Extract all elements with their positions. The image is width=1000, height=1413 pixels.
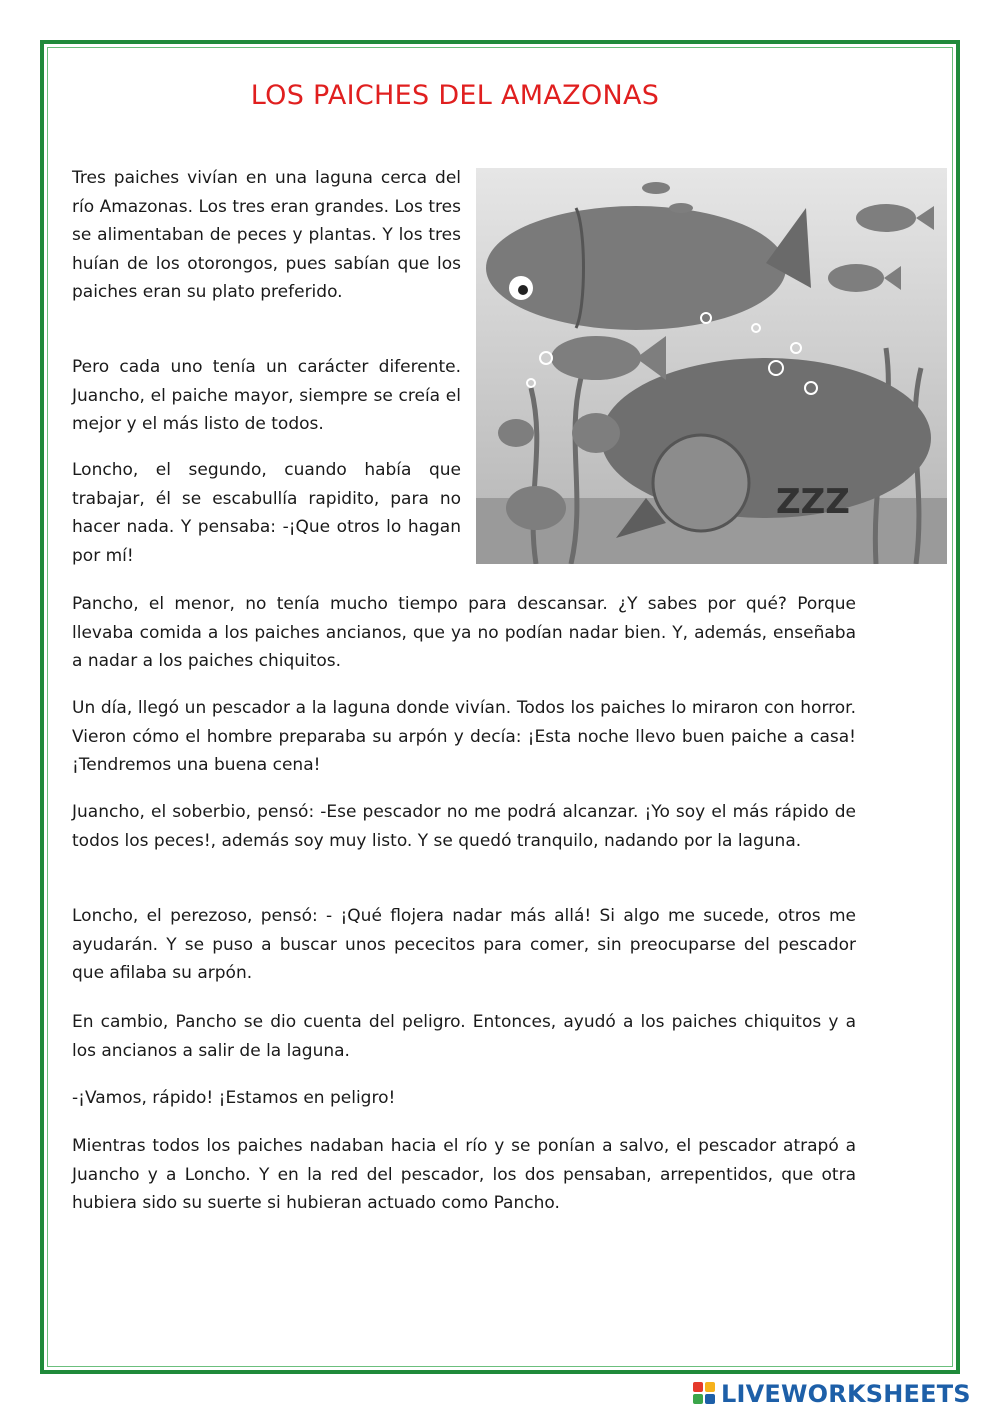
paragraph-7: Loncho, el perezoso, pensó: - ¡Qué flojera nadar más allá! Si algo me sucede, otros me ayudarán. Y se puso a buscar unos pececitos para comer, sin preocuparse del pescador que afilaba su arpón.	[72, 906, 856, 984]
paragraph-6: Juancho, el soberbio, pensó: -Ese pescador no me podrá alcanzar. ¡Yo soy el más rápido de todos los peces!, además soy muy listo. Y se quedó tranquilo, nadando por la laguna.	[72, 802, 856, 851]
fish-illustration-svg	[476, 168, 947, 564]
snore-text: ZZZ	[776, 482, 850, 522]
liveworksheets-logo[interactable]	[693, 1379, 971, 1409]
paragraph-5: Un día, llegó un pescador a la laguna donde vivían. Todos los paiches lo miraron con horror. Vieron cómo el hombre preparaba su arpón y decía: ¡Esta noche llevo buen paiche a casa! ¡Tendremos una buena cena!	[72, 698, 856, 776]
paragraph-9: -¡Vamos, rápido! ¡Estamos en peligro!	[72, 1088, 396, 1108]
paragraph-8: En cambio, Pancho se dio cuenta del peligro. Entonces, ayudó a los paiches chiquitos y a los ancianos a salir de la laguna.	[72, 1012, 856, 1061]
paragraph-4: Pancho, el menor, no tenía mucho tiempo para descansar. ¿Y sabes por qué? Porque llevaba comida a los paiches ancianos, que ya no podían nadar bien. Y, además, enseñaba a nadar a los paiches chiquitos.	[72, 594, 856, 672]
logo-text: LIVEWORKSHEETS	[721, 1380, 971, 1408]
story-title: LOS PAICHES DEL AMAZONAS	[250, 80, 660, 111]
paragraph-1: Tres paiches vivían en una laguna cerca del río Amazonas. Los tres eran grandes. Los tres se alimentaban de peces y plantas. Y los tres huían de los otorongos, pues sabían que los paiches eran su plato preferido.	[72, 168, 461, 303]
paragraph-10: Mientras todos los paiches nadaban hacia el río y se ponían a salvo, el pescador atrapó a Juancho y a Loncho. Y en la red del pescador, los dos pensaban, arrepentidos, que otra hubiera sido su suerte si hubieran actuado como Pancho.	[72, 1136, 856, 1214]
paragraph-2: Pero cada uno tenía un carácter diferente. Juancho, el paiche mayor, siempre se creía el mejor y el más listo de todos.	[72, 357, 461, 435]
logo-icon	[693, 1382, 717, 1406]
fish-illustration	[476, 168, 947, 564]
paragraph-3: Loncho, el segundo, cuando había que trabajar, él se escabullía rapidito, para no hacer nada. Y pensaba: -¡Que otros lo hagan por mí!	[72, 460, 461, 566]
